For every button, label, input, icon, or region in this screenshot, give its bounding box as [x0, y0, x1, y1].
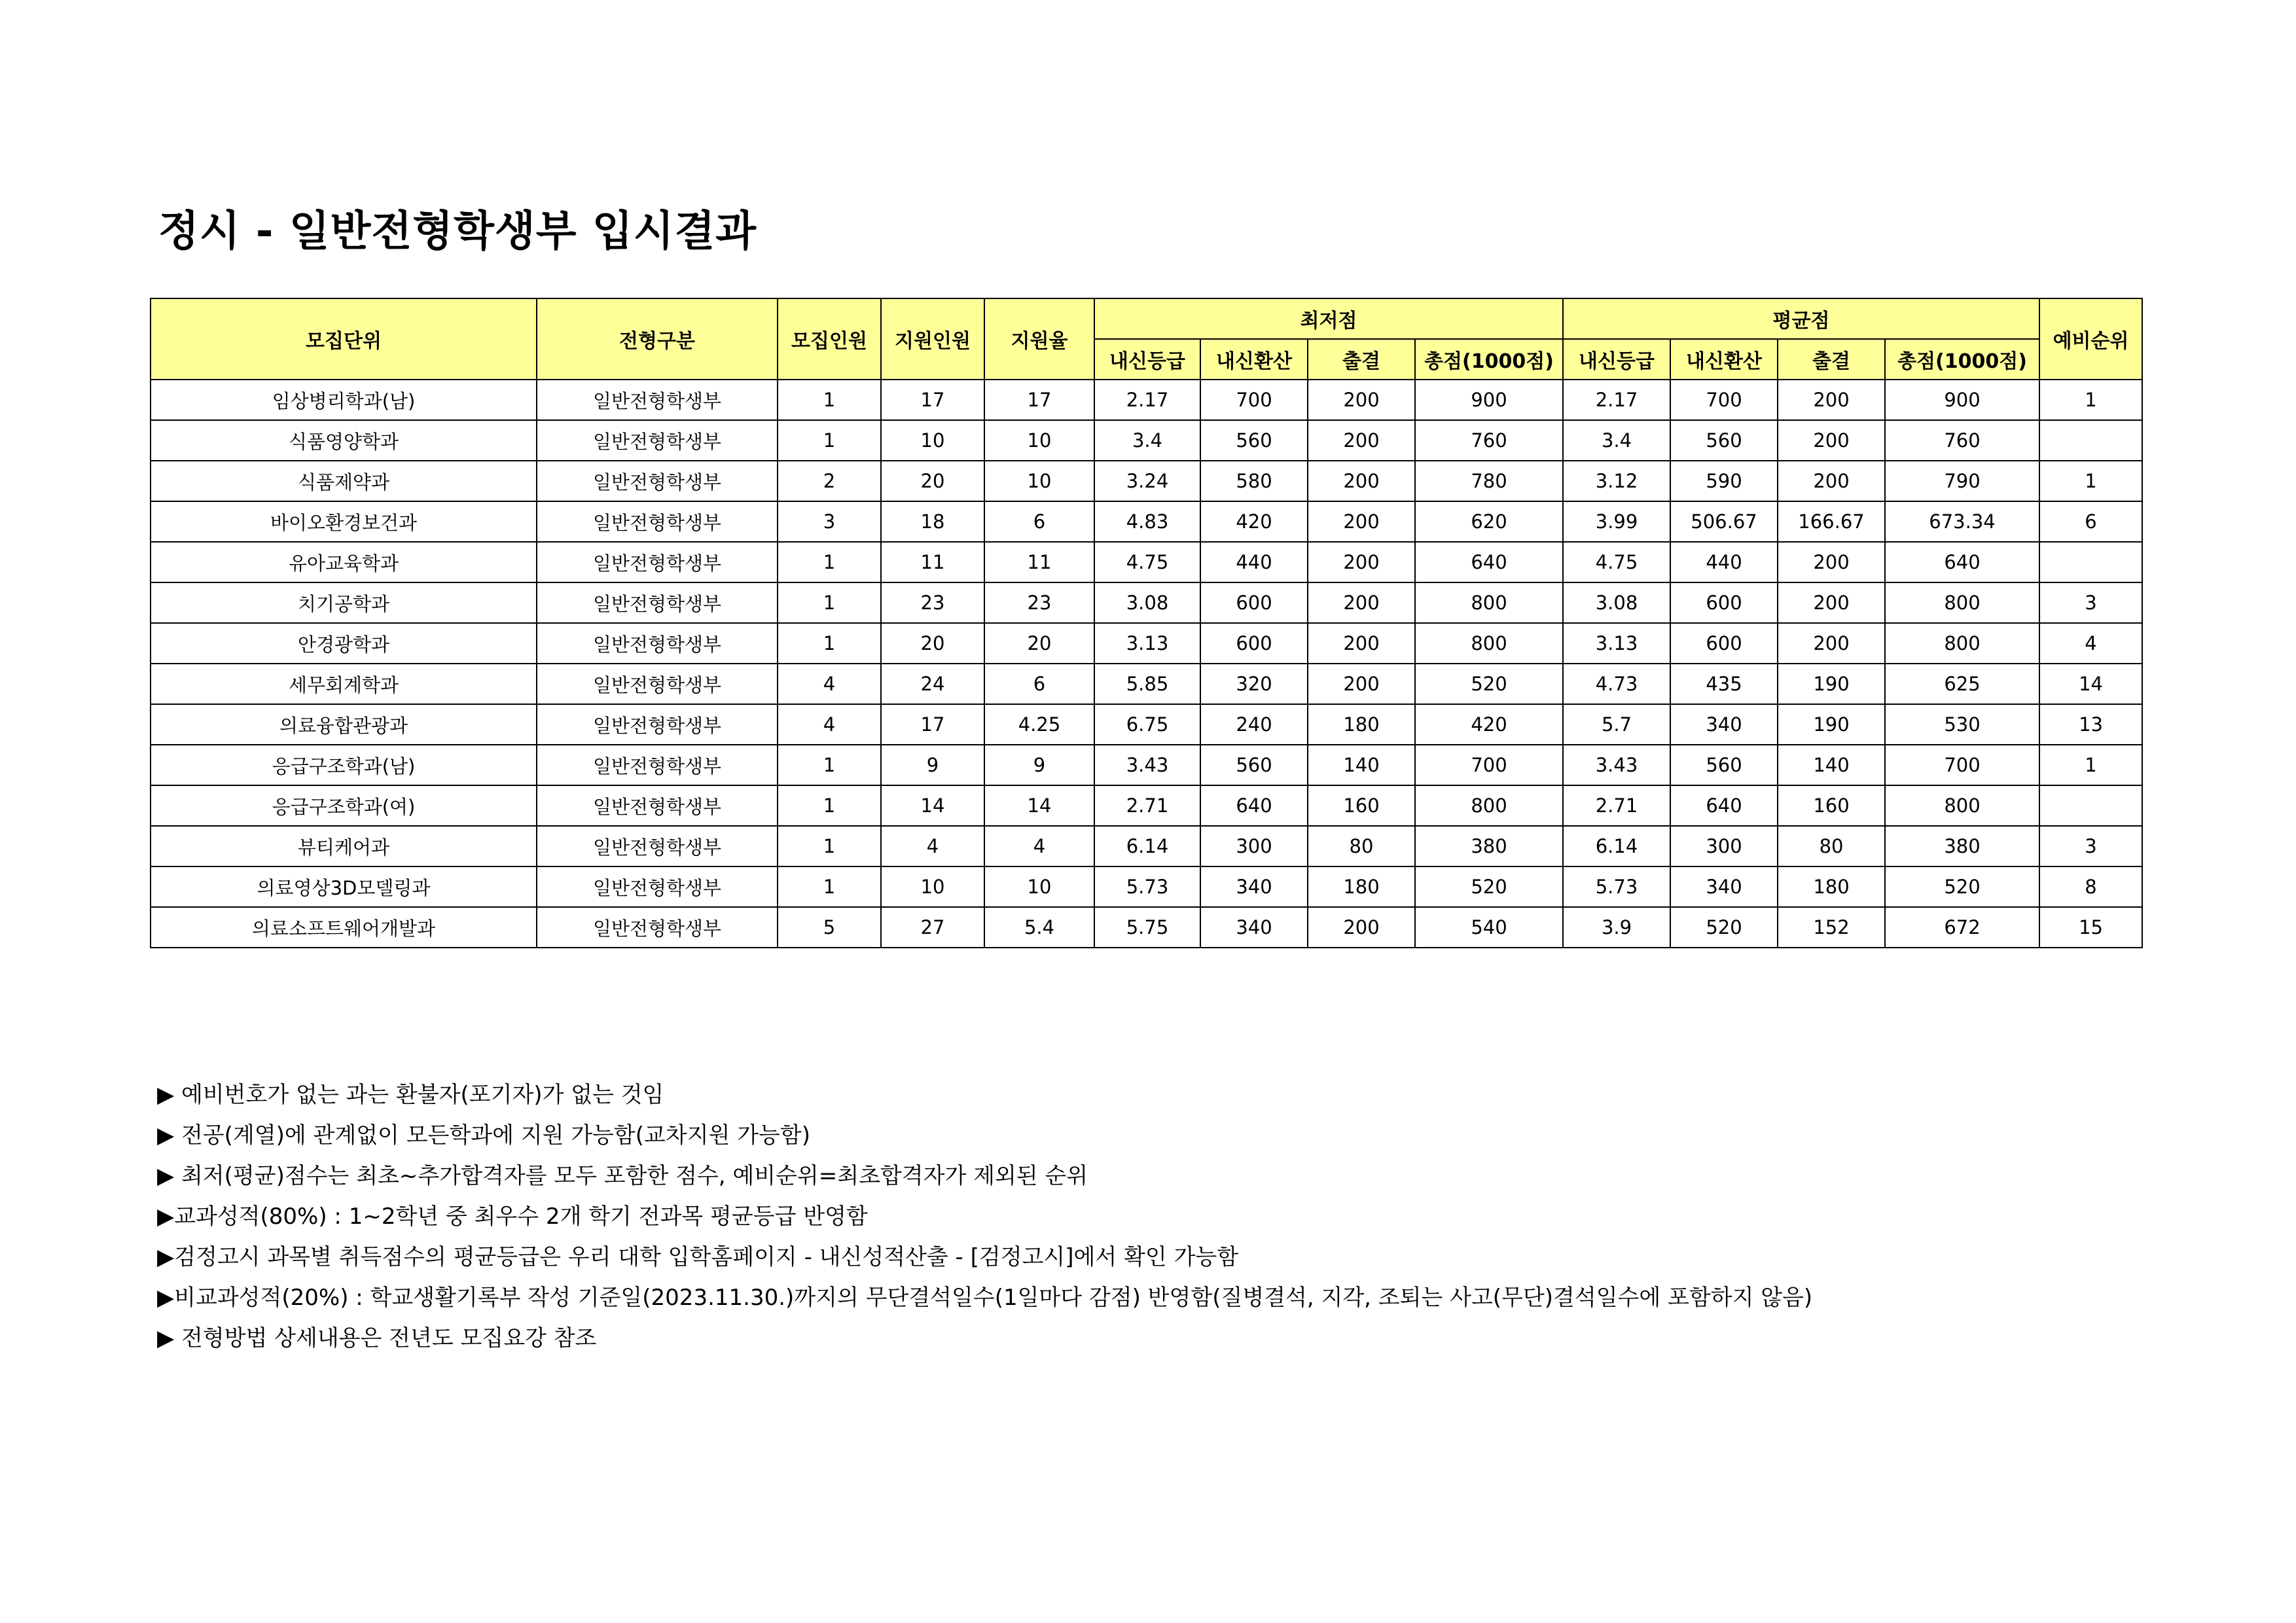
cell-unit: 응급구조학과(여) — [151, 785, 537, 826]
cell-quota: 1 — [778, 745, 881, 785]
cell-avg-attendance: 200 — [1778, 623, 1885, 664]
cell-min-grade: 6.14 — [1094, 826, 1200, 866]
cell-reserve: 3 — [2039, 826, 2142, 866]
cell-min-total: 520 — [1415, 866, 1563, 907]
header-min-group: 최저점 — [1094, 298, 1563, 339]
cell-applicants: 11 — [881, 542, 984, 582]
cell-quota: 1 — [778, 785, 881, 826]
cell-min-grade: 5.75 — [1094, 907, 1200, 948]
cell-quota: 1 — [778, 542, 881, 582]
header-avg-total: 총점(1000점) — [1885, 339, 2039, 380]
cell-quota: 4 — [778, 664, 881, 704]
cell-avg-attendance: 190 — [1778, 704, 1885, 745]
header-min-grade: 내신등급 — [1094, 339, 1200, 380]
cell-quota: 4 — [778, 704, 881, 745]
cell-ratio: 17 — [984, 380, 1094, 420]
cell-type: 일반전형학생부 — [537, 623, 778, 664]
cell-min-converted: 600 — [1200, 623, 1308, 664]
cell-unit: 세무회계학과 — [151, 664, 537, 704]
cell-applicants: 9 — [881, 745, 984, 785]
cell-ratio: 10 — [984, 420, 1094, 461]
cell-unit: 치기공학과 — [151, 582, 537, 623]
cell-min-converted: 420 — [1200, 501, 1308, 542]
cell-min-total: 900 — [1415, 380, 1563, 420]
cell-min-attendance: 200 — [1308, 582, 1415, 623]
cell-avg-total: 625 — [1885, 664, 2039, 704]
cell-reserve — [2039, 542, 2142, 582]
cell-quota: 1 — [778, 380, 881, 420]
cell-min-attendance: 200 — [1308, 501, 1415, 542]
cell-avg-total: 790 — [1885, 461, 2039, 501]
cell-type: 일반전형학생부 — [537, 582, 778, 623]
header-min-total: 총점(1000점) — [1415, 339, 1563, 380]
cell-avg-total: 640 — [1885, 542, 2039, 582]
cell-ratio: 10 — [984, 461, 1094, 501]
cell-avg-grade: 6.14 — [1563, 826, 1670, 866]
cell-type: 일반전형학생부 — [537, 704, 778, 745]
cell-unit: 안경광학과 — [151, 623, 537, 664]
cell-avg-grade: 3.99 — [1563, 501, 1670, 542]
note-item: ▶검정고시 과목별 취득점수의 평균등급은 우리 대학 입학홈페이지 - 내신성적산출 - [검정고시]에서 확인 가능함 — [157, 1244, 1239, 1270]
note-item: ▶비교과성적(20%) : 학교생활기록부 작성 기준일(2023.11.30.)까지의 무단결석일수(1일마다 감점) 반영함(질병결석, 지각, 조퇴는 사고(무단)결석일수에 포함하지 않음) — [157, 1285, 1813, 1311]
cell-ratio: 11 — [984, 542, 1094, 582]
table-row — [151, 866, 2142, 907]
cell-avg-attendance: 190 — [1778, 664, 1885, 704]
cell-avg-attendance: 140 — [1778, 745, 1885, 785]
header-quota: 모집인원 — [778, 298, 881, 380]
note-item: ▶ 전공(계열)에 관계없이 모든학과에 지원 가능함(교차지원 가능함) — [157, 1122, 810, 1149]
cell-applicants: 18 — [881, 501, 984, 542]
cell-ratio: 4 — [984, 826, 1094, 866]
cell-min-attendance: 200 — [1308, 664, 1415, 704]
cell-reserve: 13 — [2039, 704, 2142, 745]
cell-min-attendance: 200 — [1308, 420, 1415, 461]
table-row — [151, 542, 2142, 582]
cell-avg-converted: 590 — [1670, 461, 1778, 501]
cell-min-attendance: 200 — [1308, 542, 1415, 582]
cell-quota: 1 — [778, 866, 881, 907]
cell-applicants: 27 — [881, 907, 984, 948]
table-row — [151, 826, 2142, 866]
cell-type: 일반전형학생부 — [537, 420, 778, 461]
cell-avg-converted: 340 — [1670, 866, 1778, 907]
cell-type: 일반전형학생부 — [537, 866, 778, 907]
cell-avg-grade: 2.71 — [1563, 785, 1670, 826]
page-title: 정시 - 일반전형학생부 입시결과 — [158, 207, 757, 256]
cell-applicants: 17 — [881, 380, 984, 420]
cell-type: 일반전형학생부 — [537, 826, 778, 866]
cell-avg-attendance: 80 — [1778, 826, 1885, 866]
cell-avg-attendance: 200 — [1778, 461, 1885, 501]
cell-quota: 1 — [778, 582, 881, 623]
cell-ratio: 6 — [984, 664, 1094, 704]
cell-unit: 식품제약과 — [151, 461, 537, 501]
cell-avg-attendance: 166.67 — [1778, 501, 1885, 542]
cell-ratio: 23 — [984, 582, 1094, 623]
cell-min-total: 640 — [1415, 542, 1563, 582]
cell-applicants: 14 — [881, 785, 984, 826]
cell-min-converted: 600 — [1200, 582, 1308, 623]
cell-avg-converted: 700 — [1670, 380, 1778, 420]
cell-min-attendance: 180 — [1308, 704, 1415, 745]
cell-quota: 1 — [778, 623, 881, 664]
cell-avg-attendance: 200 — [1778, 542, 1885, 582]
cell-avg-grade: 2.17 — [1563, 380, 1670, 420]
cell-avg-converted: 560 — [1670, 745, 1778, 785]
cell-reserve: 14 — [2039, 664, 2142, 704]
cell-avg-total: 380 — [1885, 826, 2039, 866]
cell-ratio: 6 — [984, 501, 1094, 542]
cell-reserve: 1 — [2039, 461, 2142, 501]
note-item: ▶ 예비번호가 없는 과는 환불자(포기자)가 없는 것임 — [157, 1082, 664, 1108]
results-table — [150, 298, 2143, 948]
cell-min-grade: 5.73 — [1094, 866, 1200, 907]
cell-quota: 3 — [778, 501, 881, 542]
cell-min-converted: 440 — [1200, 542, 1308, 582]
cell-avg-total: 800 — [1885, 582, 2039, 623]
cell-avg-grade: 3.9 — [1563, 907, 1670, 948]
cell-avg-grade: 3.13 — [1563, 623, 1670, 664]
cell-reserve: 6 — [2039, 501, 2142, 542]
cell-avg-attendance: 180 — [1778, 866, 1885, 907]
cell-type: 일반전형학생부 — [537, 461, 778, 501]
header-ratio: 지원율 — [984, 298, 1094, 380]
cell-applicants: 20 — [881, 461, 984, 501]
cell-min-converted: 640 — [1200, 785, 1308, 826]
cell-avg-total: 520 — [1885, 866, 2039, 907]
table-row — [151, 461, 2142, 501]
cell-min-converted: 320 — [1200, 664, 1308, 704]
cell-unit: 응급구조학과(남) — [151, 745, 537, 785]
cell-applicants: 10 — [881, 866, 984, 907]
note-item: ▶교과성적(80%) : 1~2학년 중 최우수 2개 학기 전과목 평균등급 반영함 — [157, 1204, 868, 1230]
cell-unit: 식품영양학과 — [151, 420, 537, 461]
cell-ratio: 4.25 — [984, 704, 1094, 745]
header-unit: 모집단위 — [151, 298, 537, 380]
cell-avg-grade: 5.73 — [1563, 866, 1670, 907]
cell-avg-total: 700 — [1885, 745, 2039, 785]
cell-min-grade: 5.85 — [1094, 664, 1200, 704]
header-avg-converted: 내신환산 — [1670, 339, 1778, 380]
table-row — [151, 420, 2142, 461]
cell-avg-converted: 435 — [1670, 664, 1778, 704]
cell-min-grade: 4.83 — [1094, 501, 1200, 542]
cell-type: 일반전형학생부 — [537, 907, 778, 948]
cell-min-total: 700 — [1415, 745, 1563, 785]
cell-avg-converted: 340 — [1670, 704, 1778, 745]
cell-min-total: 620 — [1415, 501, 1563, 542]
cell-min-grade: 3.43 — [1094, 745, 1200, 785]
cell-quota: 5 — [778, 907, 881, 948]
table-row — [151, 501, 2142, 542]
cell-ratio: 14 — [984, 785, 1094, 826]
cell-ratio: 20 — [984, 623, 1094, 664]
cell-min-converted: 560 — [1200, 420, 1308, 461]
header-min-converted: 내신환산 — [1200, 339, 1308, 380]
cell-min-attendance: 200 — [1308, 623, 1415, 664]
header-reserve: 예비순위 — [2039, 298, 2142, 380]
cell-ratio: 9 — [984, 745, 1094, 785]
cell-avg-total: 673.34 — [1885, 501, 2039, 542]
cell-type: 일반전형학생부 — [537, 664, 778, 704]
cell-quota: 1 — [778, 826, 881, 866]
cell-avg-total: 672 — [1885, 907, 2039, 948]
cell-min-converted: 300 — [1200, 826, 1308, 866]
cell-avg-converted: 520 — [1670, 907, 1778, 948]
cell-avg-grade: 4.73 — [1563, 664, 1670, 704]
cell-reserve — [2039, 420, 2142, 461]
notes-list — [157, 1075, 1812, 1359]
cell-unit: 임상병리학과(남) — [151, 380, 537, 420]
cell-quota: 2 — [778, 461, 881, 501]
cell-min-attendance: 200 — [1308, 907, 1415, 948]
table-row — [151, 582, 2142, 623]
cell-avg-attendance: 200 — [1778, 380, 1885, 420]
cell-avg-converted: 640 — [1670, 785, 1778, 826]
table-row — [151, 623, 2142, 664]
cell-reserve: 3 — [2039, 582, 2142, 623]
cell-avg-grade: 3.12 — [1563, 461, 1670, 501]
cell-unit: 의료융합관광과 — [151, 704, 537, 745]
table-row — [151, 785, 2142, 826]
cell-avg-converted: 506.67 — [1670, 501, 1778, 542]
header-avg-attendance: 출결 — [1778, 339, 1885, 380]
cell-avg-attendance: 152 — [1778, 907, 1885, 948]
cell-avg-total: 530 — [1885, 704, 2039, 745]
header-type: 전형구분 — [537, 298, 778, 380]
cell-min-converted: 580 — [1200, 461, 1308, 501]
cell-type: 일반전형학생부 — [537, 501, 778, 542]
cell-min-converted: 240 — [1200, 704, 1308, 745]
table-row — [151, 907, 2142, 948]
cell-avg-converted: 560 — [1670, 420, 1778, 461]
cell-ratio: 10 — [984, 866, 1094, 907]
cell-min-attendance: 200 — [1308, 380, 1415, 420]
cell-min-total: 780 — [1415, 461, 1563, 501]
cell-unit: 뷰티케어과 — [151, 826, 537, 866]
cell-quota: 1 — [778, 420, 881, 461]
cell-type: 일반전형학생부 — [537, 380, 778, 420]
cell-min-total: 380 — [1415, 826, 1563, 866]
cell-min-total: 760 — [1415, 420, 1563, 461]
cell-avg-total: 800 — [1885, 623, 2039, 664]
cell-applicants: 4 — [881, 826, 984, 866]
cell-min-attendance: 180 — [1308, 866, 1415, 907]
cell-min-grade: 3.24 — [1094, 461, 1200, 501]
cell-reserve — [2039, 785, 2142, 826]
cell-avg-grade: 3.43 — [1563, 745, 1670, 785]
cell-min-converted: 340 — [1200, 866, 1308, 907]
cell-applicants: 20 — [881, 623, 984, 664]
table-row — [151, 380, 2142, 420]
cell-min-converted: 560 — [1200, 745, 1308, 785]
cell-avg-converted: 600 — [1670, 623, 1778, 664]
cell-avg-attendance: 200 — [1778, 582, 1885, 623]
cell-avg-converted: 600 — [1670, 582, 1778, 623]
cell-min-attendance: 200 — [1308, 461, 1415, 501]
cell-avg-attendance: 200 — [1778, 420, 1885, 461]
cell-min-total: 800 — [1415, 785, 1563, 826]
cell-unit: 유아교육학과 — [151, 542, 537, 582]
table-row — [151, 745, 2142, 785]
cell-type: 일반전형학생부 — [537, 542, 778, 582]
cell-avg-converted: 440 — [1670, 542, 1778, 582]
header-row-1 — [151, 298, 2142, 339]
cell-reserve: 1 — [2039, 745, 2142, 785]
cell-min-total: 420 — [1415, 704, 1563, 745]
header-avg-grade: 내신등급 — [1563, 339, 1670, 380]
cell-avg-total: 760 — [1885, 420, 2039, 461]
cell-min-converted: 700 — [1200, 380, 1308, 420]
cell-min-total: 520 — [1415, 664, 1563, 704]
cell-avg-converted: 300 — [1670, 826, 1778, 866]
cell-avg-grade: 5.7 — [1563, 704, 1670, 745]
cell-applicants: 23 — [881, 582, 984, 623]
cell-reserve: 1 — [2039, 380, 2142, 420]
cell-type: 일반전형학생부 — [537, 785, 778, 826]
cell-unit: 바이오환경보건과 — [151, 501, 537, 542]
cell-applicants: 17 — [881, 704, 984, 745]
table-row — [151, 664, 2142, 704]
cell-applicants: 24 — [881, 664, 984, 704]
cell-min-total: 800 — [1415, 582, 1563, 623]
cell-avg-total: 900 — [1885, 380, 2039, 420]
table-body — [151, 380, 2142, 948]
header-min-attendance: 출결 — [1308, 339, 1415, 380]
cell-avg-grade: 3.08 — [1563, 582, 1670, 623]
cell-ratio: 5.4 — [984, 907, 1094, 948]
cell-avg-grade: 4.75 — [1563, 542, 1670, 582]
cell-reserve: 15 — [2039, 907, 2142, 948]
cell-min-total: 800 — [1415, 623, 1563, 664]
cell-avg-attendance: 160 — [1778, 785, 1885, 826]
cell-min-grade: 4.75 — [1094, 542, 1200, 582]
cell-type: 일반전형학생부 — [537, 745, 778, 785]
cell-reserve: 8 — [2039, 866, 2142, 907]
header-avg-group: 평균점 — [1563, 298, 2039, 339]
cell-min-grade: 3.08 — [1094, 582, 1200, 623]
table-row — [151, 704, 2142, 745]
cell-min-attendance: 80 — [1308, 826, 1415, 866]
cell-unit: 의료영상3D모델링과 — [151, 866, 537, 907]
cell-min-grade: 3.4 — [1094, 420, 1200, 461]
cell-unit: 의료소프트웨어개발과 — [151, 907, 537, 948]
cell-min-grade: 2.71 — [1094, 785, 1200, 826]
cell-min-converted: 340 — [1200, 907, 1308, 948]
cell-min-attendance: 140 — [1308, 745, 1415, 785]
cell-avg-grade: 3.4 — [1563, 420, 1670, 461]
cell-applicants: 10 — [881, 420, 984, 461]
cell-min-grade: 6.75 — [1094, 704, 1200, 745]
header-applicants: 지원인원 — [881, 298, 984, 380]
cell-reserve: 4 — [2039, 623, 2142, 664]
cell-min-grade: 3.13 — [1094, 623, 1200, 664]
cell-min-grade: 2.17 — [1094, 380, 1200, 420]
note-item: ▶ 전형방법 상세내용은 전년도 모집요강 참조 — [157, 1325, 597, 1351]
note-item: ▶ 최저(평균)점수는 최초~추가합격자를 모두 포함한 점수, 예비순위=최초합격자가 제외된 순위 — [157, 1163, 1088, 1189]
cell-avg-total: 800 — [1885, 785, 2039, 826]
cell-min-attendance: 160 — [1308, 785, 1415, 826]
cell-min-total: 540 — [1415, 907, 1563, 948]
